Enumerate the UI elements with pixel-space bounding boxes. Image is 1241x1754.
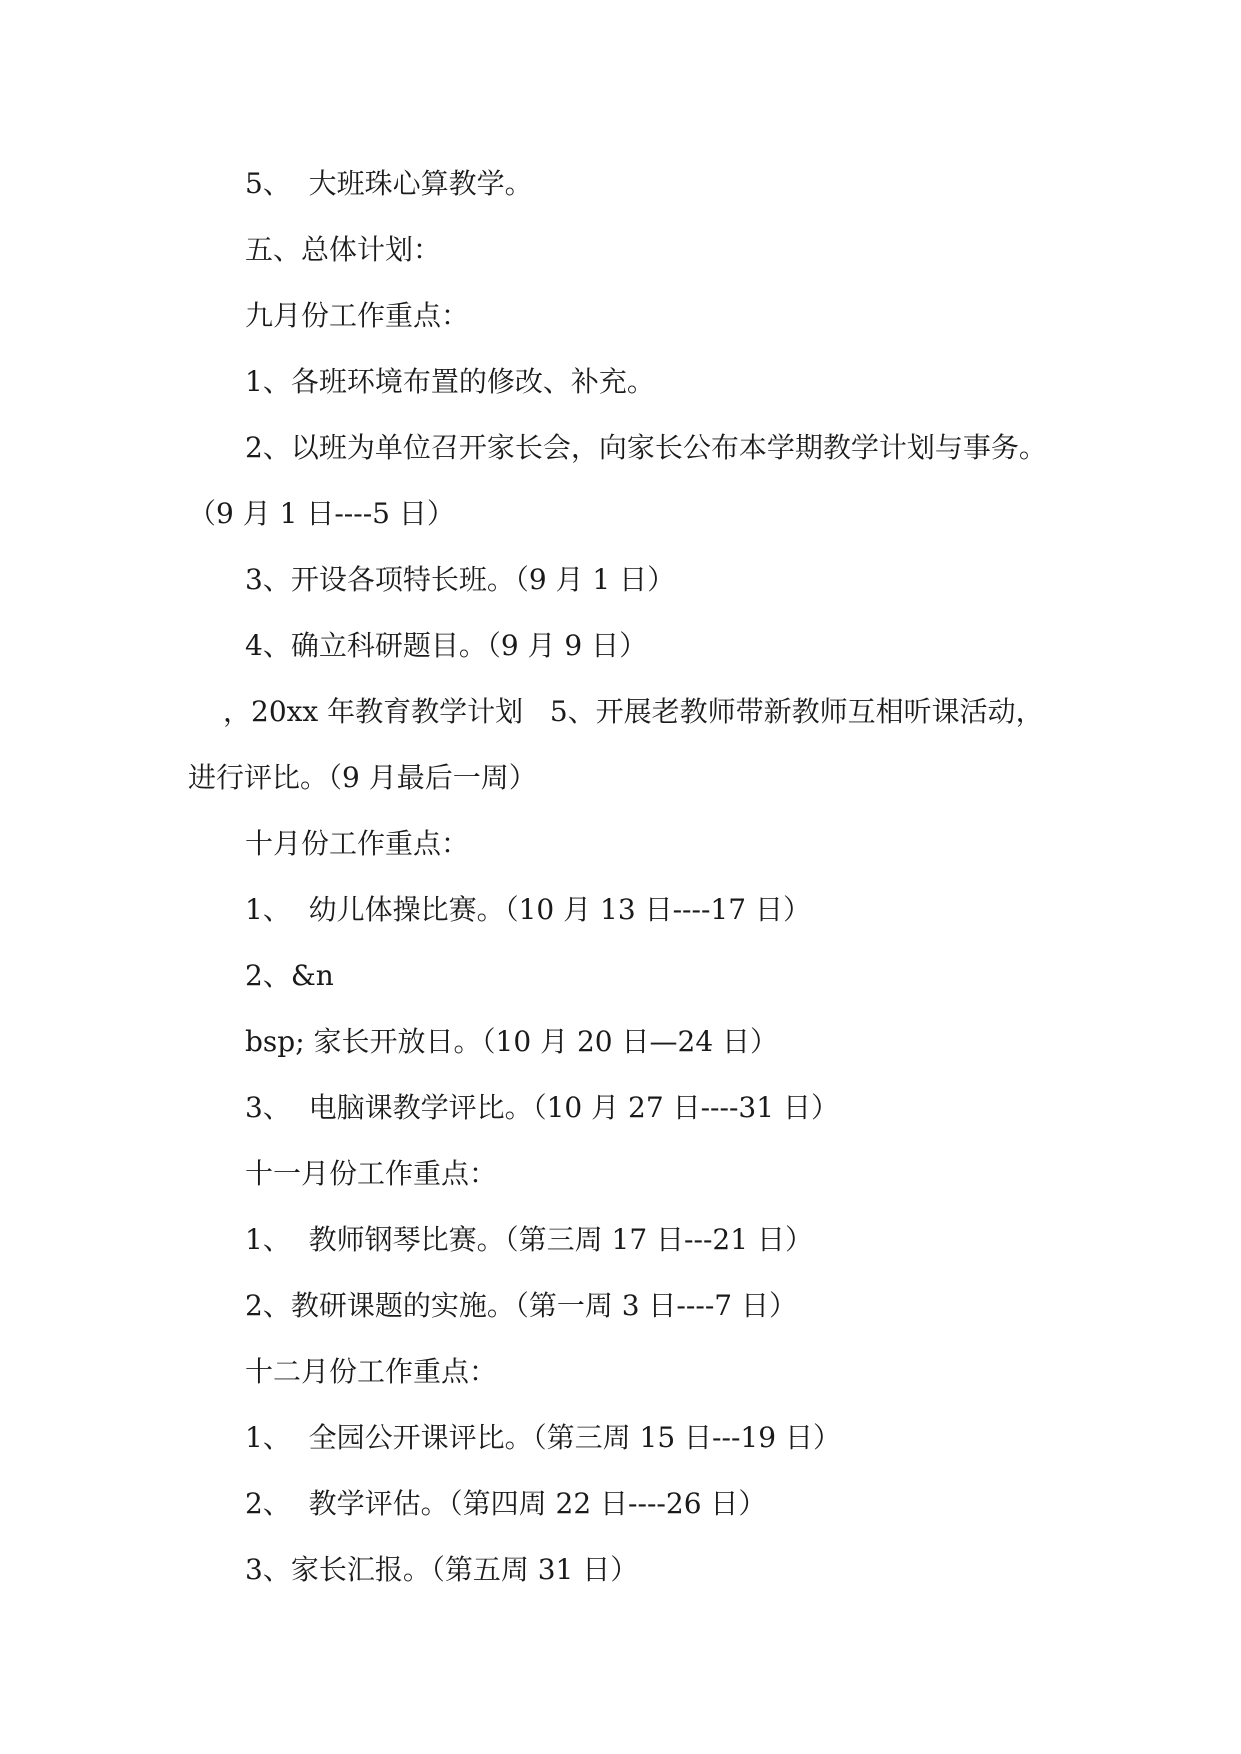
- text-line: 5、 大班珠心算教学。: [245, 167, 533, 200]
- text-line: 4、确立科研题目。（9 月 9 日）: [245, 629, 648, 662]
- text-line: 进行评比。（9 月最后一周）: [188, 761, 537, 794]
- month-heading: 十一月份工作重点：: [245, 1157, 498, 1190]
- text-line: 3、家长汇报。（第五周 31 日）: [245, 1553, 639, 1586]
- section-heading: 五、总体计划：: [245, 233, 442, 266]
- text-line: ，20xx 年教育教学计划 5、开展老教师带新教师互相听课活动，: [223, 695, 1044, 728]
- month-heading: 十二月份工作重点：: [245, 1355, 498, 1388]
- text-line: 1、 教师钢琴比赛。（第三周 17 日---21 日）: [245, 1223, 813, 1256]
- text-line: 2、教研课题的实施。（第一周 3 日----7 日）: [245, 1289, 797, 1322]
- text-line: （9 月 1 日----5 日）: [188, 497, 455, 530]
- text-line: 1、各班环境布置的修改、补充。: [245, 365, 655, 398]
- text-line: 2、&n: [245, 959, 334, 992]
- text-line: 3、开设各项特长班。（9 月 1 日）: [245, 563, 676, 596]
- text-line: 1、 幼儿体操比赛。（10 月 13 日----17 日）: [245, 893, 811, 926]
- text-line: 3、 电脑课教学评比。（10 月 27 日----31 日）: [245, 1091, 839, 1124]
- text-line: bsp; 家长开放日。（10 月 20 日—24 日）: [245, 1025, 779, 1058]
- month-heading: 十月份工作重点：: [245, 827, 470, 860]
- text-line: 1、 全园公开课评比。（第三周 15 日---19 日）: [245, 1421, 841, 1454]
- text-line: 2、以班为单位召开家长会，向家长公布本学期教学计划与事务。: [245, 431, 1047, 464]
- text-line: 2、 教学评估。（第四周 22 日----26 日）: [245, 1487, 767, 1520]
- month-heading: 九月份工作重点：: [245, 299, 470, 332]
